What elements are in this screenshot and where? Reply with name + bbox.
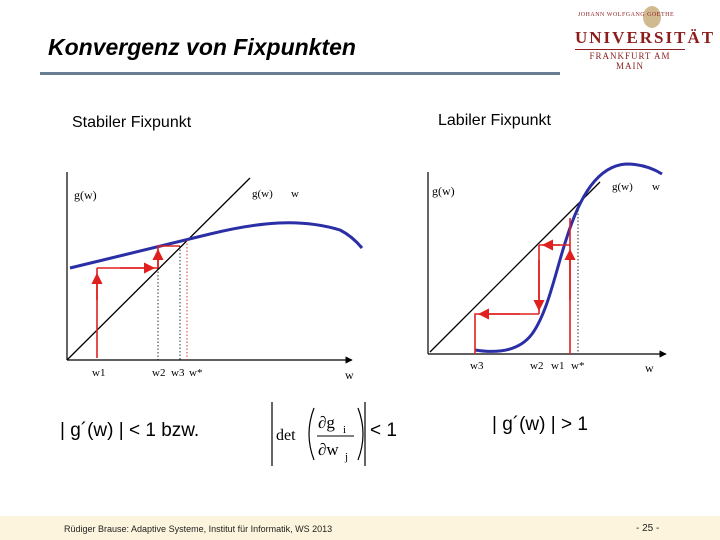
unstable-tick-w3: w3 — [470, 360, 484, 372]
unstable-curve-label-w: w — [652, 181, 660, 193]
stable-diagonal — [67, 178, 250, 360]
unstable-g-curve — [475, 164, 662, 351]
unstable-diagonal — [430, 182, 600, 352]
stable-x-label: w — [345, 368, 354, 382]
footer-text: Rüdiger Brause: Adaptive Systeme, Institut für Informatik, WS 2013 — [64, 524, 333, 534]
partial-numerator: ∂g — [318, 413, 335, 432]
denominator-subscript: j — [345, 451, 349, 463]
determinant-formula — [272, 402, 365, 466]
stable-tick-w3: w3 — [171, 367, 185, 379]
unstable-tick-wstar: w* — [571, 360, 585, 372]
stable-tick-wstar: w* — [189, 367, 203, 379]
stable-g-label: g(w) — [74, 188, 97, 202]
stable-iteration-arrows — [97, 246, 180, 358]
logo-name: UNIVERSITÄT — [575, 28, 716, 47]
logo-top-line: JOHANN WOLFGANG GOETHE — [577, 12, 675, 18]
stable-curve-label-w: w — [291, 188, 299, 200]
page-number: - 25 - — [636, 523, 660, 534]
unstable-curve-label-g: g(w) — [612, 181, 633, 193]
stable-tick-w2: w2 — [152, 367, 166, 379]
numerator-subscript: i — [343, 424, 347, 436]
slide-title: Konvergenz von Fixpunkten — [48, 34, 356, 60]
det-paren-left — [309, 408, 314, 460]
unstable-tick-w2: w2 — [530, 360, 544, 372]
unstable-x-label: w — [645, 361, 654, 375]
unstable-condition: | g´(w) | > 1 — [492, 414, 588, 435]
stable-heading: Stabiler Fixpunkt — [72, 114, 192, 131]
stable-condition: | g´(w) | < 1 bzw. — [60, 420, 200, 441]
unstable-heading: Labiler Fixpunkt — [438, 112, 551, 129]
unstable-iteration-arrows — [475, 218, 570, 354]
det-label: det — [276, 427, 296, 444]
stable-curve-label-g: g(w) — [252, 188, 273, 200]
unstable-tick-w1: w1 — [551, 360, 565, 372]
det-paren-right — [358, 408, 363, 460]
logo-city: FRANKFURT AM MAIN — [589, 51, 671, 71]
footer-bar — [0, 516, 720, 540]
det-condition-rhs: < 1 — [370, 420, 397, 441]
stable-tick-w1: w1 — [92, 367, 106, 379]
stable-g-curve — [70, 223, 362, 268]
unstable-diagram — [428, 164, 666, 375]
stable-diagram — [67, 172, 362, 382]
unstable-g-label: g(w) — [432, 184, 455, 198]
partial-denominator: ∂w — [318, 440, 339, 459]
